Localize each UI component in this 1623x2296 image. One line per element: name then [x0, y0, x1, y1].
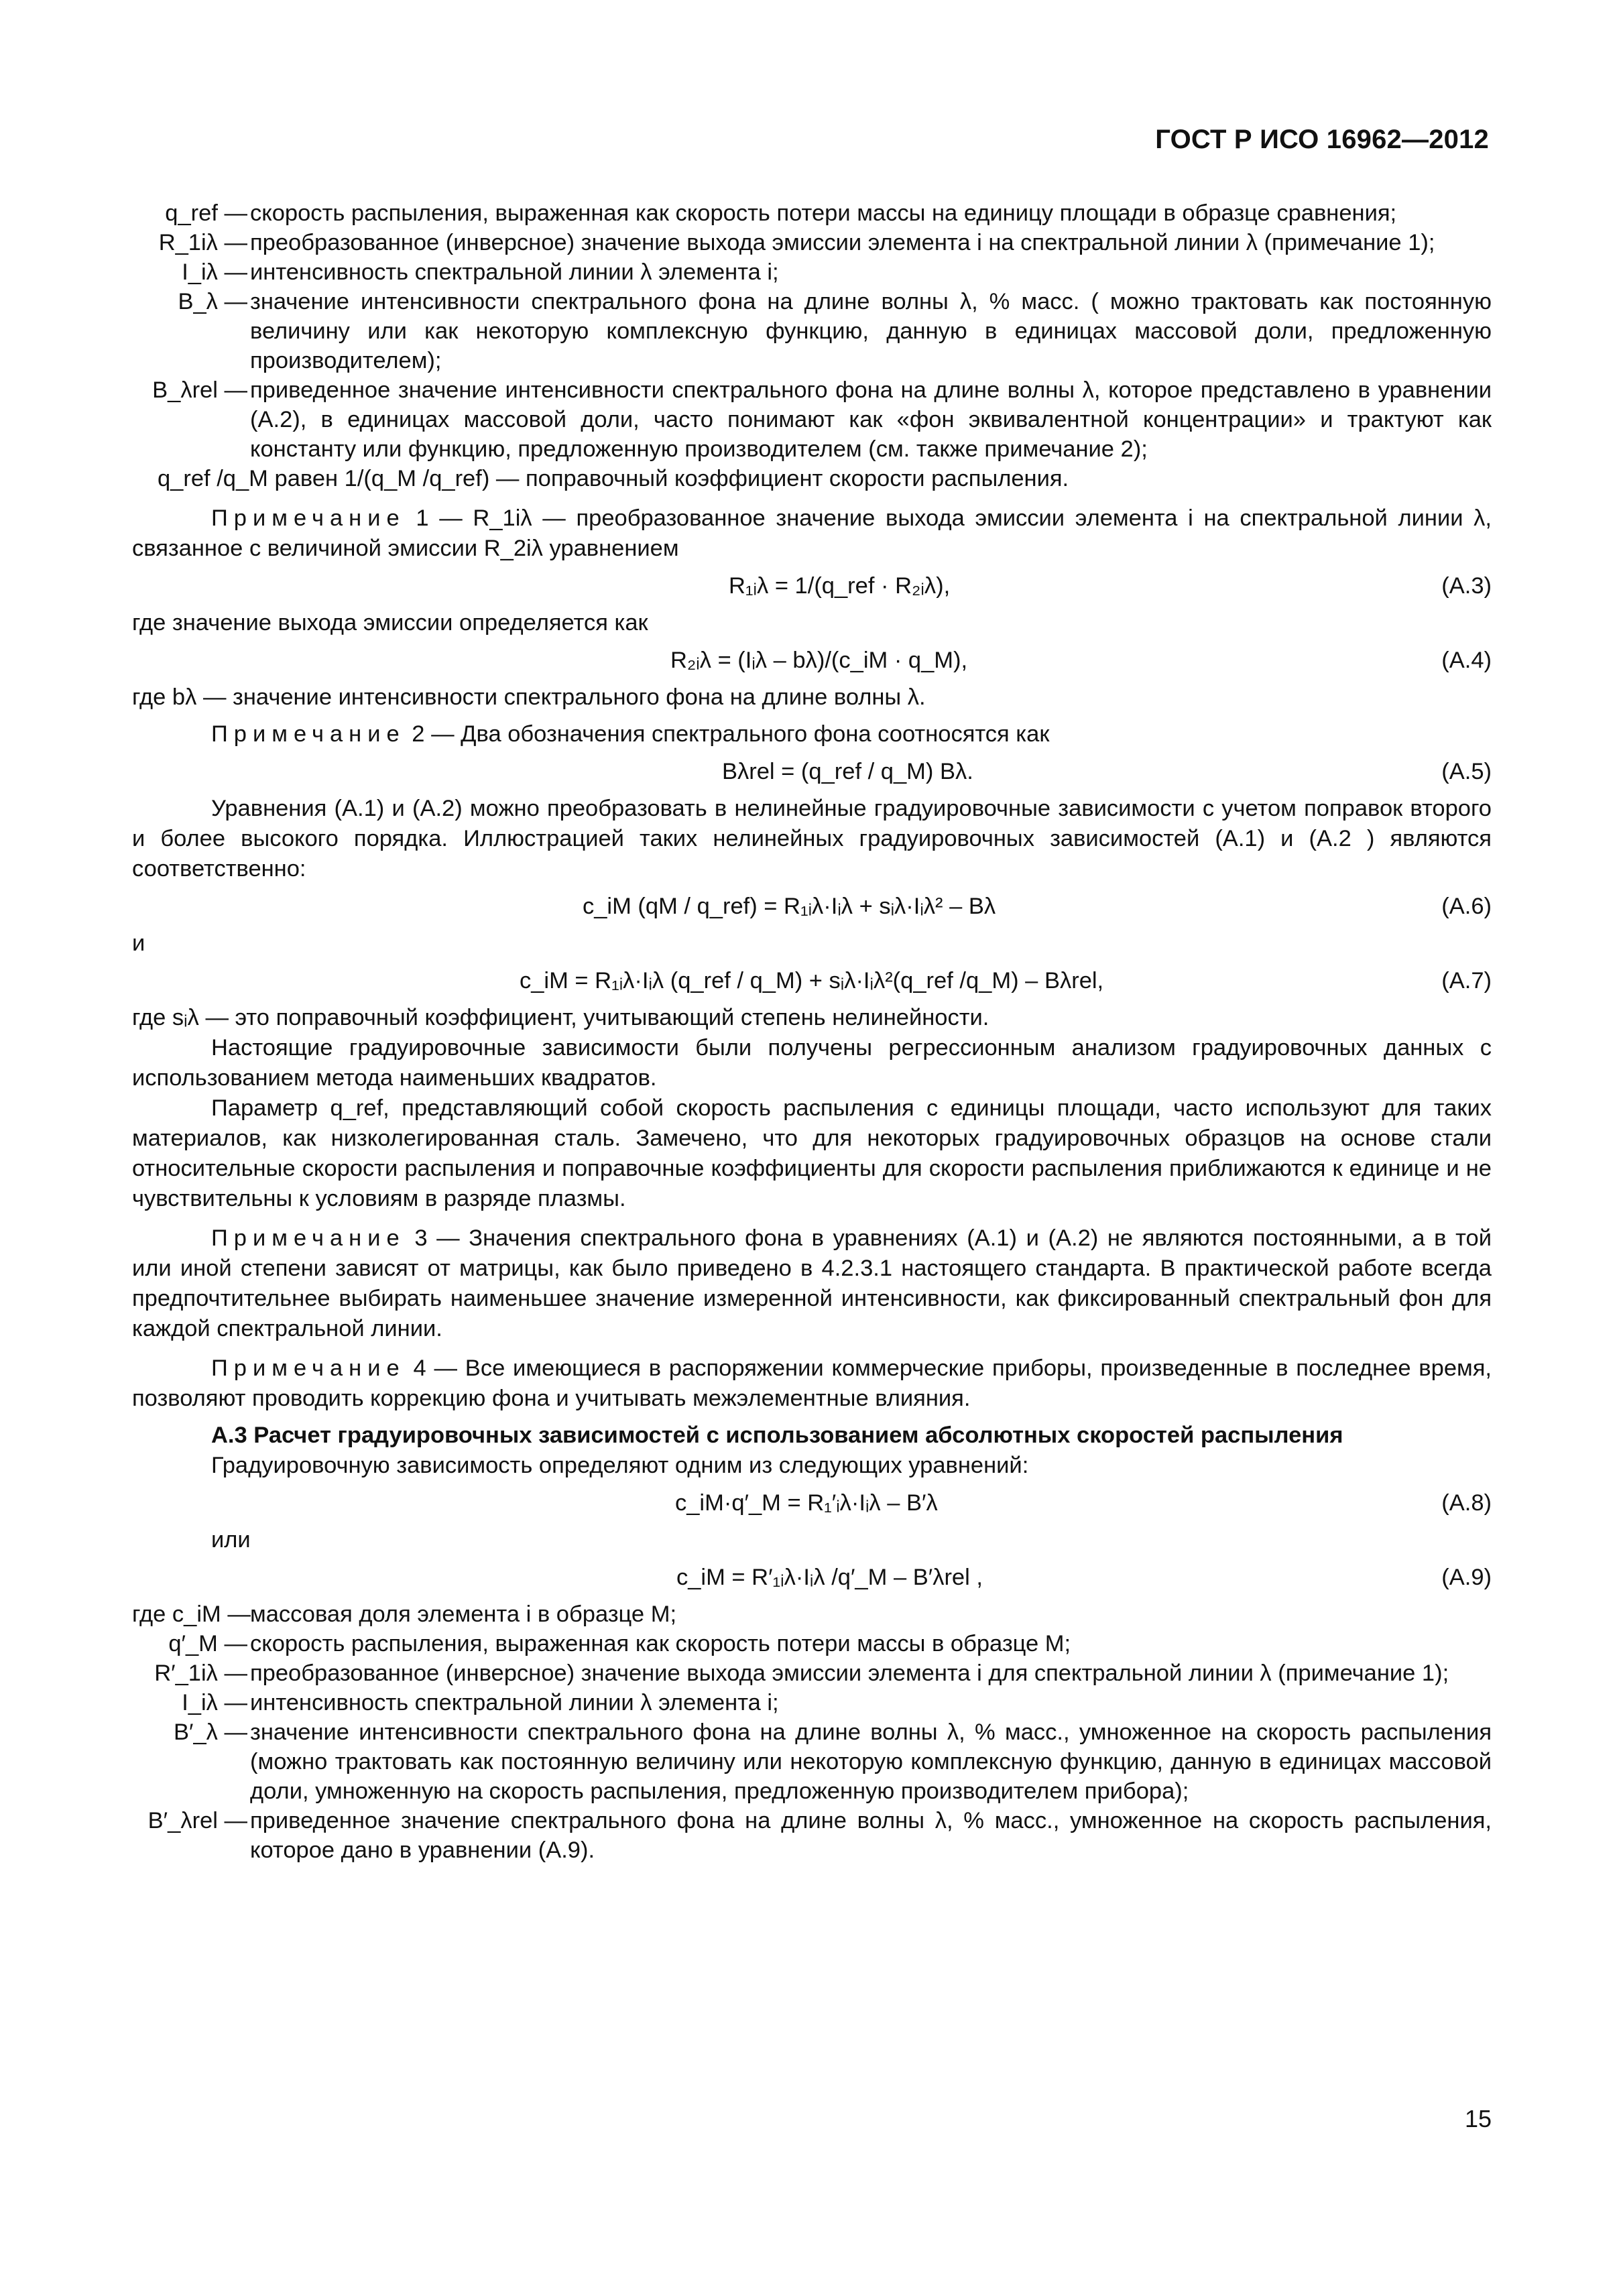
note-3	[132, 1223, 1492, 1344]
note-1	[132, 503, 1492, 564]
definition-text: приведенное значение интенсивности спектрального фона на длине волны λ, которое представлено в уравнении (А.2), в единицах массовой доли, часто понимают как «фон эквивалентной концентрации» и трактуют как константу или функцию, предложенную производителем (см. также примечание 2);	[250, 377, 1492, 462]
definition-term: B′_λrel —	[147, 1808, 247, 1833]
paragraph: и	[132, 930, 145, 956]
definition-term: I_iλ —	[182, 259, 247, 285]
definition-text: интенсивность спектральной линии λ элемента i;	[250, 259, 779, 285]
standard-header: ГОСТ Р ИСО 16962—2012	[1155, 125, 1489, 154]
definition-term: B′_λ —	[173, 1719, 247, 1745]
equation-number: (А.4)	[1441, 648, 1492, 673]
section-title: А.3 Расчет градуировочных зависимостей с использованием абсолютных скоростей распыления	[211, 1423, 1343, 1448]
definition-text: значение интенсивности спектрального фона на длине волны λ, % масс. ( можно трактовать как постоянную величину или как некоторую комплексную функцию, данную в единицах массовой доли, предложенную производителем);	[250, 289, 1492, 373]
definition-item	[132, 375, 1492, 464]
equation-number: (А.9)	[1441, 1565, 1492, 1590]
definition-item	[132, 1658, 1492, 1688]
definition-term: q_ref —	[165, 200, 247, 226]
note-label: Примечание	[211, 721, 406, 747]
equation-a4	[132, 645, 1492, 676]
definition-item	[132, 1629, 1492, 1658]
equation-a9	[132, 1562, 1492, 1593]
definition-term: B_λrel —	[152, 377, 247, 403]
definitions-list	[132, 198, 1492, 464]
definition-term: где c_iM —	[132, 1602, 251, 1627]
definition-term: B_λ —	[178, 289, 247, 314]
definition-item	[132, 228, 1492, 257]
paragraph: Уравнения (А.1) и (А.2) можно преобразовать в нелинейные градуировочные зависимости с учетом поправок второго и более высокого порядка. Иллюстрацией таких нелинейных градуировочных зависимостей (А.1) и (А.2 ) являются соответственно:	[132, 796, 1492, 882]
definition-item	[132, 198, 1492, 228]
ratio-line: q_ref /q_M равен 1/(q_M /q_ref) — поправочный коэффициент скорости распыления.	[158, 466, 1069, 491]
note-text: 2 — Два обозначения спектрального фона соотносятся как	[412, 721, 1050, 747]
definition-item	[132, 1599, 1492, 1629]
note-label: Примечание	[211, 1355, 406, 1381]
paragraph: Настоящие градуировочные зависимости были получены регрессионным анализом градуировочных данных с использованием метода наименьших квадратов.	[132, 1035, 1492, 1091]
note-label: Примечание	[211, 505, 406, 531]
definition-text: преобразованное (инверсное) значение выхода эмиссии элемента i на спектральной линии λ (примечание 1);	[250, 230, 1435, 255]
definition-term: q′_M —	[168, 1631, 247, 1656]
note-2	[132, 719, 1492, 749]
equation-number: (А.3)	[1441, 573, 1492, 599]
paragraph: где sᵢλ — это поправочный коэффициент, учитывающий степень нелинейности.	[132, 1005, 989, 1030]
definition-text: приведенное значение спектрального фона на длине волны λ, % масс., умноженное на скорость распыления, которое дано в уравнении (А.9).	[250, 1808, 1492, 1863]
paragraph: где значение выхода эмиссии определяется как	[132, 610, 648, 636]
definition-text: скорость распыления, выраженная как скорость потери массы на единицу площади в образце сравнения;	[250, 200, 1397, 226]
definition-text: интенсивность спектральной линии λ элемента i;	[250, 1690, 779, 1715]
equation-a3	[132, 570, 1492, 601]
note-text: 4 — Все имеющиеся в распоряжении коммерческие приборы, произведенные в последнее время, позволяют проводить коррекцию фона и учитывать межэлементные влияния.	[132, 1355, 1492, 1411]
definition-term: R′_1iλ —	[154, 1660, 247, 1686]
equation-number: (А.5)	[1441, 759, 1492, 784]
equation-formula: c_iM·q′_M = R₁′ᵢλ·Iᵢλ – B′λ	[675, 1490, 938, 1516]
definition-item	[132, 257, 1492, 287]
note-text: 3 — Значения спектрального фона в уравнениях (А.1) и (А.2) не являются постоянными, а в той или иной степени зависят от матрицы, как было приведено в 4.2.3.1 настоящего стандарта. В практической работе всегда предпочтительнее выбирать наименьшее значение измеренной интенсивности, как фиксированный спектральный фон для каждой спектральной линии.	[132, 1225, 1492, 1341]
page-number: 15	[1464, 2105, 1492, 2132]
equation-formula: Bλrel = (q_ref / q_M) Bλ.	[722, 759, 973, 784]
equation-number: (А.6)	[1441, 894, 1492, 919]
equation-a6	[132, 891, 1492, 922]
definition-term: I_iλ —	[182, 1690, 247, 1715]
equation-a8	[132, 1488, 1492, 1518]
paragraph: или	[211, 1527, 251, 1553]
equation-formula: c_iM = R₁ᵢλ·Iᵢλ (q_ref / q_M) + sᵢλ·Iᵢλ²(q_ref /q_M) – Bλrel,	[520, 968, 1104, 993]
definitions-list	[132, 1599, 1492, 1865]
equation-formula: R₂ᵢλ = (Iᵢλ – bλ)/(c_iM · q_M),	[670, 648, 968, 673]
equation-number: (А.7)	[1441, 968, 1492, 993]
definition-text: скорость распыления, выраженная как скорость потери массы в образце M;	[250, 1631, 1071, 1656]
definition-item	[132, 287, 1492, 375]
equation-formula: c_iM = R′₁ᵢλ·Iᵢλ /q′_M – B′λrel ,	[676, 1565, 983, 1590]
definition-text: значение интенсивности спектрального фона на длине волны λ, % масс., умноженное на скорость распыления (можно трактовать как постоянную величину или некоторую комплексную функцию, данную в единицах массовой доли, умноженную на скорость распыления, предложенную производителем прибора);	[250, 1719, 1492, 1804]
definition-term: R_1iλ —	[158, 230, 247, 255]
definition-item	[132, 1806, 1492, 1865]
definition-item	[132, 1717, 1492, 1806]
paragraph: где bλ — значение интенсивности спектрального фона на длине волны λ.	[132, 684, 926, 710]
page-content	[132, 198, 1492, 1865]
paragraph: Параметр q_ref, представляющий собой скорость распыления с единицы площади, часто используют для таких материалов, как низколегированная сталь. Замечено, что для некоторых градуировочных образцов на основе стали относительные скорости распыления и поправочные коэффициенты для скорости распыления приближаются к единице и не чувствительны к условиям в разряде плазмы.	[132, 1095, 1492, 1211]
equation-formula: c_iM (qM / q_ref) = R₁ᵢλ·Iᵢλ + sᵢλ·Iᵢλ² – Bλ	[583, 894, 996, 919]
equation-number: (А.8)	[1441, 1490, 1492, 1516]
equation-formula: R₁ᵢλ = 1/(q_ref · R₂ᵢλ),	[729, 573, 951, 599]
equation-a5	[132, 756, 1492, 787]
definition-text: массовая доля элемента i в образце M;	[250, 1602, 677, 1627]
equation-a7	[132, 965, 1492, 996]
definition-text: преобразованное (инверсное) значение выхода эмиссии элемента i для спектральной линии λ (примечание 1);	[250, 1660, 1449, 1686]
definition-item	[132, 1688, 1492, 1717]
note-label: Примечание	[211, 1225, 406, 1251]
note-text: 1 — R_1iλ — преобразованное значение выхода эмиссии элемента i на спектральной линии λ, связанное с величиной эмиссии R_2iλ уравнением	[132, 505, 1492, 561]
note-4	[132, 1353, 1492, 1414]
paragraph: Градуировочную зависимость определяют одним из следующих уравнений:	[211, 1453, 1029, 1478]
